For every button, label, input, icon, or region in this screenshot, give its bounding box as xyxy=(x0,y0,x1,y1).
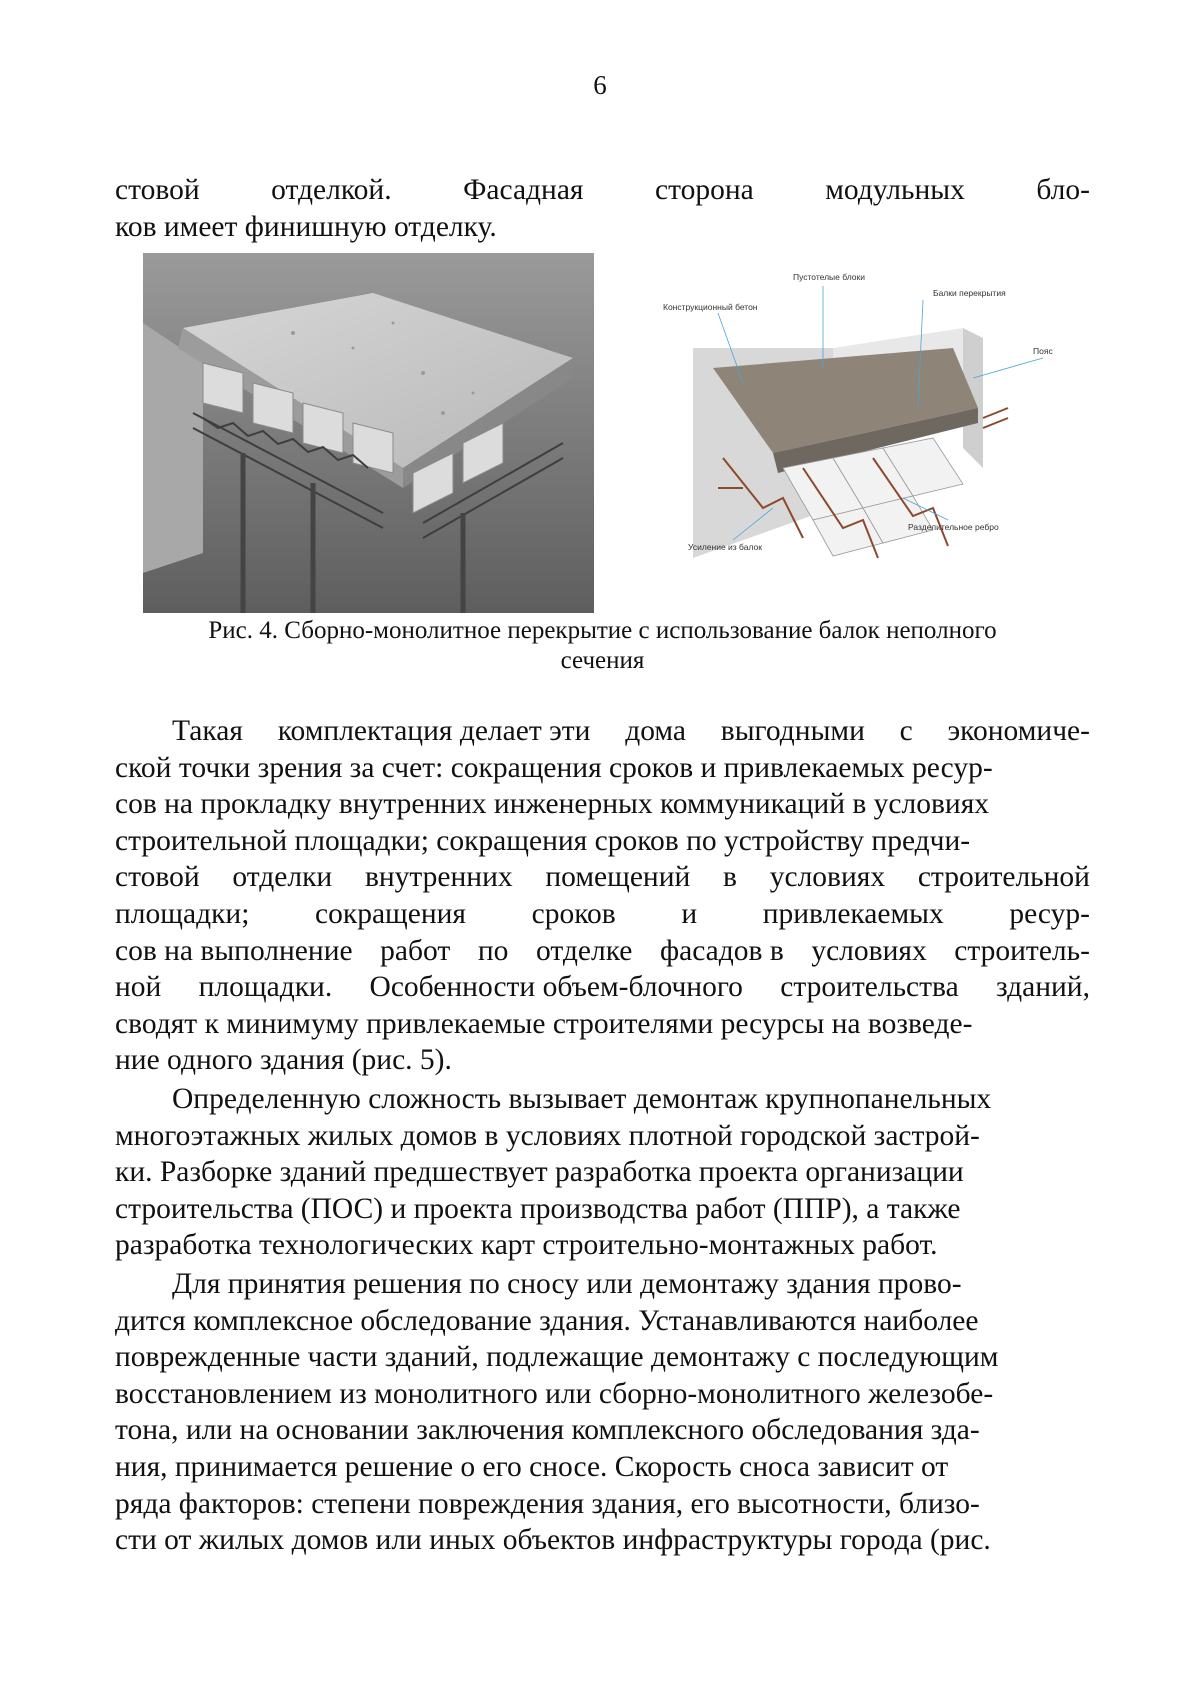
word: стовой xyxy=(115,174,200,206)
text-segment: строительства xyxy=(780,971,959,1004)
label-floor-beams: Балки перекрытия xyxy=(933,288,1006,298)
text-segment: в xyxy=(723,861,737,894)
text-segment: с xyxy=(899,715,913,747)
text-line xyxy=(172,1266,1090,1302)
text-segment: комплектация делает эти xyxy=(277,715,591,747)
page-number: 6 xyxy=(593,70,607,100)
text-segment: сов на прокладку внутренних инженерных коммуникаций в условиях xyxy=(115,788,990,821)
text-line xyxy=(115,1412,1090,1448)
text-segment: площадки; xyxy=(115,898,250,930)
caption-line-2: сечения xyxy=(560,647,645,674)
label-structural-concrete: Конструкционный бетон xyxy=(663,302,758,312)
text-line xyxy=(115,1376,1090,1412)
text-line xyxy=(115,1227,1090,1263)
text-segment: по xyxy=(477,934,509,967)
text-line xyxy=(115,1006,1090,1042)
text-segment: отделки xyxy=(232,861,333,894)
text-segment: ние одного здания (рис. 5). xyxy=(115,1044,452,1077)
intro-line-1 xyxy=(115,172,1090,208)
word: модульных xyxy=(825,174,965,206)
intro-line-2: ков имеет финишную отделку. xyxy=(115,211,497,243)
text-line xyxy=(115,1042,1090,1078)
text-segment: отделке xyxy=(536,934,633,967)
text-line xyxy=(115,933,1090,969)
text-segment: строительной xyxy=(917,861,1090,894)
floor-slab-photo xyxy=(143,253,594,613)
text-segment: ряда факторов: степени повреждения здания, его высотности, близо- xyxy=(115,1487,980,1520)
text-segment: дится комплексное обследование здания. Устанавливаются наиболее xyxy=(115,1304,979,1337)
text-line xyxy=(115,1486,1090,1522)
text-segment: помещений xyxy=(545,861,691,894)
text-segment: условиях xyxy=(769,861,886,894)
floor-structure-diagram xyxy=(663,258,1093,598)
text-line xyxy=(115,969,1090,1005)
figure-caption xyxy=(115,616,1090,676)
text-segment: Особенности объем-блочного xyxy=(369,971,743,1004)
text-segment: экономиче- xyxy=(947,715,1090,747)
text-segment: ской точки зрения за счет: сокращения сроков и привлекаемых ресур- xyxy=(115,751,993,784)
text-line xyxy=(115,859,1090,895)
text-segment: ной xyxy=(115,971,162,1004)
text-segment: дома xyxy=(625,715,686,747)
text-segment: выгодными xyxy=(720,715,865,747)
word: сторона xyxy=(655,174,754,206)
text-segment: работ xyxy=(380,934,451,967)
text-line xyxy=(115,1118,1090,1154)
text-line xyxy=(115,750,1090,786)
text-segment: зданий, xyxy=(995,971,1090,1004)
text-line xyxy=(115,1154,1090,1190)
text-line xyxy=(115,1339,1090,1375)
text-segment: поврежденные части зданий, подлежащие демонтажу с последующим xyxy=(115,1341,999,1374)
text-segment: Такая xyxy=(172,715,243,747)
text-segment: Определенную сложность вызывает демонтаж крупнопанельных xyxy=(172,1083,992,1115)
text-line xyxy=(115,1522,1090,1558)
text-segment: сокращения xyxy=(315,898,466,930)
figure-4 xyxy=(143,253,1103,613)
text-line xyxy=(115,1303,1090,1339)
text-segment: тона, или на основании заключения комплексного обследования зда- xyxy=(115,1414,980,1447)
text-line xyxy=(115,823,1090,859)
text-line xyxy=(115,786,1090,822)
text-segment: площадки. xyxy=(198,971,333,1004)
text-line xyxy=(172,713,1090,749)
text-line xyxy=(172,1081,1090,1117)
word: Фасадная xyxy=(463,174,584,206)
text-segment: стовой xyxy=(115,861,200,894)
text-segment: сводят к минимуму привлекаемые строителями ресурсы на возведе- xyxy=(115,1007,973,1040)
text-segment: сти от жилых домов или иных объектов инфраструктуры города (рис. xyxy=(115,1524,991,1557)
text-segment: и xyxy=(681,898,698,930)
text-segment: сов на выполнение xyxy=(115,934,353,967)
text-segment: ки. Разборке зданий предшествует разработка проекта организации xyxy=(115,1156,964,1189)
text-segment: строитель- xyxy=(954,934,1090,967)
text-segment: ния, принимается решение о его сносе. Скорость сноса зависит от xyxy=(115,1451,949,1483)
text-segment: условиях xyxy=(811,934,927,967)
label-beam-reinforcement: Усиление из балок xyxy=(688,542,762,552)
text-segment: восстановлением из монолитного или сборно-монолитного железобе- xyxy=(115,1377,994,1410)
text-segment: сроков xyxy=(531,898,616,930)
text-line xyxy=(115,896,1090,932)
caption-line-1: Рис. 4. Сборно-монолитное перекрытие с использование балок неполного xyxy=(208,617,997,644)
word: бло- xyxy=(1036,174,1090,206)
text-line xyxy=(115,1449,1090,1485)
text-segment: фасадов в xyxy=(660,934,784,967)
text-segment: Для принятия решения по сносу или демонтажу здания прово- xyxy=(172,1268,962,1300)
text-segment: разработка технологических карт строительно-монтажных работ. xyxy=(115,1229,938,1262)
label-belt: Пояс xyxy=(1033,346,1053,356)
text-line xyxy=(115,1191,1090,1227)
text-segment: ресур- xyxy=(1009,898,1090,930)
text-segment: многоэтажных жилых домов в условиях плотной городской застрой- xyxy=(115,1119,980,1152)
word: отделкой. xyxy=(271,174,392,206)
label-dividing-rib: Разделительное ребро xyxy=(908,522,999,532)
text-segment: внутренних xyxy=(364,861,513,894)
text-segment: строительной площадки; сокращения сроков по устройству предчи- xyxy=(115,824,971,857)
text-segment: привлекаемых xyxy=(762,898,944,930)
text-segment: строительства (ПОС) и проекта производства работ (ППР), а также xyxy=(115,1192,961,1225)
label-hollow-blocks: Пустотелые блоки xyxy=(793,272,865,282)
